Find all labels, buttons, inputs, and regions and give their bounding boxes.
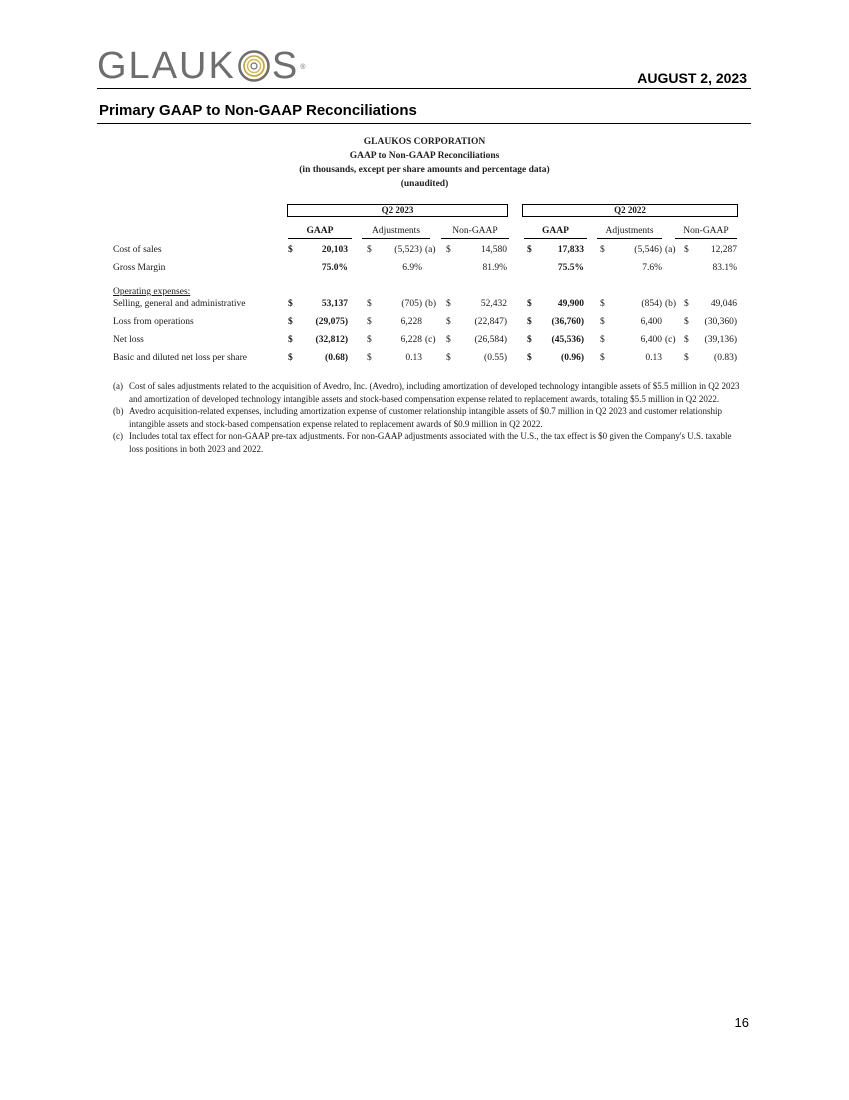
logo-swirl-icon — [237, 49, 271, 83]
cell-q23-adj: 0.13 — [405, 353, 422, 363]
glaukos-logo — [97, 45, 308, 87]
footnote-c: (c) Includes total tax effect for non-GAAP pre-tax adjustments. For non-GAAP adjustments associated with the U.S., the tax effect is $0 given the Company's U.S. taxable loss positions in both 2023 and 2022. — [113, 431, 732, 454]
footnote-a: (a) Cost of sales adjustments related to the acquisition of Avedro, Inc. (Avedro), including amortization of developed technology intangible assets of $5.5 million in Q2 2023 and amortization of developed technology intangible assets and stock-based compensation expense related to replacement awards, totaling $5.5 million in Q2 2022. — [113, 381, 740, 404]
cell-q22-adj: (854) — [641, 299, 662, 309]
cell-q23-gaap: 20,103 — [321, 245, 348, 255]
cell-q23-adj: (5,523) — [394, 245, 422, 255]
cell-q22-ng: 49,046 — [710, 299, 737, 309]
col-nongaap-2023: Non-GAAP — [441, 226, 509, 239]
cell-q22-adj-note: (c) — [665, 335, 676, 345]
col-nongaap-2022: Non-GAAP — [675, 226, 737, 239]
cell-q22-adj-cur: $ — [600, 299, 605, 309]
cell-q23-gaap: 53,137 — [321, 299, 348, 309]
cell-q22-adj: 0.13 — [645, 353, 662, 363]
cell-q23-adj: 6.9% — [402, 263, 422, 273]
cell-q22-gaap-cur: $ — [527, 353, 532, 363]
cell-q23-gaap: (32,812) — [315, 335, 348, 345]
cell-q22-gaap-cur: $ — [527, 317, 532, 327]
cell-q23-adj-note: (b) — [425, 299, 437, 309]
cell-q23-adj: (705) — [401, 299, 422, 309]
cell-q22-ng-cur: $ — [684, 317, 689, 327]
cell-q23-ng-cur: $ — [446, 335, 451, 345]
cell-q22-adj-cur: $ — [600, 353, 605, 363]
cell-q23-adj: 6,228 — [400, 317, 422, 327]
cell-q23-ng-cur: $ — [446, 353, 451, 363]
logo-text-right: S — [271, 45, 300, 87]
table-row — [0, 243, 849, 257]
cell-q23-adj-cur: $ — [367, 299, 372, 309]
table-row — [0, 315, 849, 329]
cell-q22-adj: 7.6% — [642, 263, 662, 273]
table-subtitle: GAAP to Non-GAAP Reconciliations — [349, 151, 500, 161]
cell-q22-adj-cur: $ — [600, 335, 605, 345]
cell-q22-adj: 6,400 — [640, 317, 662, 327]
cell-q22-ng: 83.1% — [712, 263, 737, 273]
cell-q22-adj-cur: $ — [600, 317, 605, 327]
cell-q22-gaap: 75.5% — [557, 263, 584, 273]
footnotes — [113, 380, 741, 455]
cell-q23-gaap: (29,075) — [315, 317, 348, 327]
cell-q23-ng: 52,432 — [480, 299, 507, 309]
cell-q23-gaap-cur: $ — [288, 353, 293, 363]
cell-q22-adj-note: (b) — [665, 299, 677, 309]
cell-q23-adj-cur: $ — [367, 317, 372, 327]
cell-q22-ng-cur: $ — [684, 353, 689, 363]
cell-q23-adj-note: (c) — [425, 335, 436, 345]
cell-q23-gaap-cur: $ — [288, 299, 293, 309]
header-divider — [97, 88, 751, 89]
cell-q23-adj-note: (a) — [425, 245, 436, 255]
cell-q23-adj-cur: $ — [367, 353, 372, 363]
cell-q23-ng: 14,580 — [480, 245, 507, 255]
cell-q23-gaap-cur: $ — [288, 245, 293, 255]
cell-q22-ng: (0.83) — [714, 353, 737, 363]
cell-q23-ng-cur: $ — [446, 317, 451, 327]
logo-trademark: ® — [300, 64, 308, 71]
cell-q22-adj-cur: $ — [600, 245, 605, 255]
col-adjustments-2023: Adjustments — [362, 226, 430, 239]
section-divider — [97, 123, 751, 124]
cell-q22-gaap-cur: $ — [527, 245, 532, 255]
table-row — [0, 333, 849, 347]
section-label: Operating expenses: — [113, 287, 191, 297]
table-audit: (unaudited) — [400, 179, 449, 189]
cell-q22-gaap-cur: $ — [527, 335, 532, 345]
section-title: Primary GAAP to Non-GAAP Reconciliations — [99, 102, 417, 119]
table-company: GLAUKOS CORPORATION — [363, 137, 486, 147]
cell-q22-ng-cur: $ — [684, 299, 689, 309]
logo-text-left: GLAUK — [97, 45, 236, 87]
row-label: Selling, general and administrative — [113, 299, 246, 309]
cell-q23-ng-cur: $ — [446, 245, 451, 255]
cell-q22-gaap: (0.96) — [561, 353, 584, 363]
footnote-b: (b) Avedro acquisition-related expenses, including amortization expense of customer relationship intangible assets of $0.7 million in Q2 2023 and customer relationship intangible assets and stock-based compensation expense related to replacement awards of $0.9 million in Q2 2022. — [113, 406, 722, 429]
cell-q23-gaap: 75.0% — [321, 263, 348, 273]
cell-q22-adj: 6,400 — [640, 335, 662, 345]
row-label: Loss from operations — [113, 317, 194, 327]
period-header-q2-2022: Q2 2022 — [522, 204, 738, 217]
cell-q23-adj-cur: $ — [367, 335, 372, 345]
period-header-q2-2023: Q2 2023 — [287, 204, 508, 217]
row-label: Net loss — [113, 335, 144, 345]
cell-q22-adj: (5,546) — [634, 245, 662, 255]
cell-q22-gaap: 49,900 — [557, 299, 584, 309]
cell-q22-gaap: (45,536) — [551, 335, 584, 345]
row-label: Cost of sales — [113, 245, 162, 255]
cell-q23-gaap: (0.68) — [325, 353, 348, 363]
cell-q23-ng: (22,847) — [474, 317, 507, 327]
cell-q23-ng: (26,584) — [474, 335, 507, 345]
table-units: (in thousands, except per share amounts and percentage data) — [299, 165, 550, 175]
cell-q22-adj-note: (a) — [665, 245, 676, 255]
table-row — [0, 351, 849, 365]
cell-q22-ng-cur: $ — [684, 245, 689, 255]
cell-q22-ng: (39,136) — [704, 335, 737, 345]
cell-q23-ng: (0.55) — [484, 353, 507, 363]
table-row — [0, 297, 849, 311]
cell-q22-ng: (30,360) — [704, 317, 737, 327]
page-number: 16 — [734, 1015, 749, 1030]
cell-q23-adj: 6,228 — [400, 335, 422, 345]
cell-q23-gaap-cur: $ — [288, 335, 293, 345]
cell-q22-ng: 12,287 — [710, 245, 737, 255]
cell-q23-ng: 81.9% — [482, 263, 507, 273]
row-label: Basic and diluted net loss per share — [113, 353, 248, 363]
cell-q22-gaap: (36,760) — [551, 317, 584, 327]
cell-q22-ng-cur: $ — [684, 335, 689, 345]
col-gaap-2022: GAAP — [524, 226, 587, 239]
cell-q23-adj-cur: $ — [367, 245, 372, 255]
col-gaap-2023: GAAP — [288, 226, 352, 239]
col-adjustments-2022: Adjustments — [597, 226, 662, 239]
cell-q23-ng-cur: $ — [446, 299, 451, 309]
cell-q23-gaap-cur: $ — [288, 317, 293, 327]
report-date: AUGUST 2, 2023 — [637, 70, 747, 86]
row-label: Gross Margin — [113, 263, 166, 273]
cell-q22-gaap-cur: $ — [527, 299, 532, 309]
table-row — [0, 261, 849, 275]
cell-q22-gaap: 17,833 — [557, 245, 584, 255]
